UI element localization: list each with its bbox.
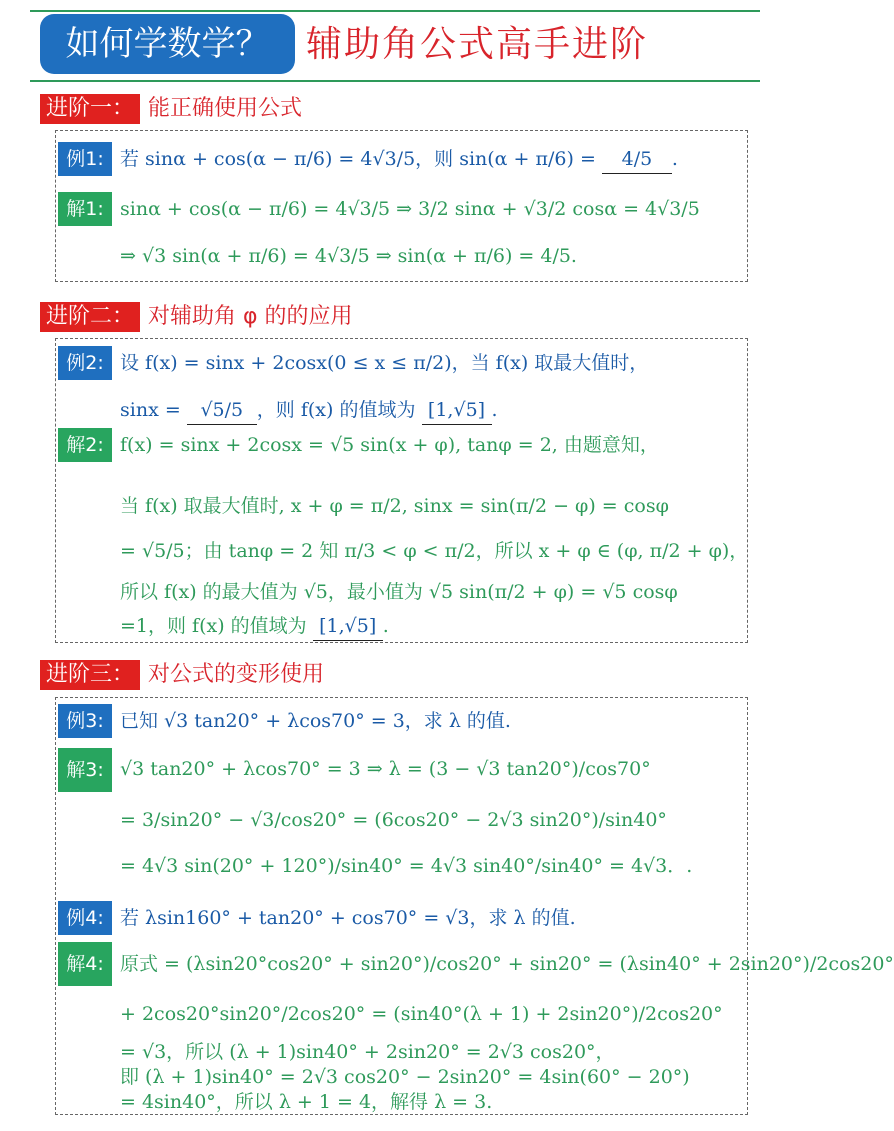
section-3-heading [40, 660, 324, 690]
solution-2-line-3: = √5/5；由 tanφ = 2 知 π/3 < φ < π/2，所以 x + φ ∈ (φ, π/2 + φ)， [120, 540, 749, 562]
solution-2-line-2: 当 f(x) 取最大值时, x + φ = π/2, sinx = sin(π/2 − φ) = cosφ [120, 495, 669, 517]
example-1-answer: 4/5 [602, 145, 672, 174]
solution-2-range-label: =1，则 f(x) 的值域为 [120, 615, 307, 637]
header-bottom-rule [30, 80, 760, 82]
solution-3-line-3: = 4√3 sin(20° + 120°)/sin40° = 4√3 sin40°/sin40° = 4√3．. [120, 855, 693, 877]
solution-2-line-4: 所以 f(x) 的最大值为 √5，最小值为 √5 sin(π/2 + φ) = √5 cosφ [120, 581, 678, 603]
example-2-question-line-2: sinx = √5/5 ，则 f(x) 的值域为 [1,√5] . [120, 396, 498, 425]
example-2-sinx-label: sinx = [120, 399, 181, 421]
example-4-tag: 例4: [58, 901, 112, 935]
section-2-title: 对辅助角 φ 的的应用 [148, 304, 353, 329]
solution-3-tag: 解3: [58, 748, 112, 792]
example-2-answer-2: [1,√5] [422, 396, 492, 425]
example-2-answer-1: √5/5 [187, 396, 257, 425]
section-1-heading [40, 94, 302, 124]
solution-4-line-4: 即 (λ + 1)sin40° = 2√3 cos20° − 2sin20° = 4sin(60° − 20°) [120, 1066, 690, 1088]
solution-2-line-5: =1，则 f(x) 的值域为 [1,√5] . [120, 612, 389, 641]
header-top-rule [30, 10, 760, 12]
solution-2-line-1: f(x) = sinx + 2cosx = √5 sin(x + φ), tanφ = 2, 由题意知， [120, 434, 659, 456]
page-title: 辅助角公式高手进阶 [306, 24, 649, 65]
solution-1-line-1: sinα + cos(α − π/6) = 4√3/5 ⇒ 3/2 sinα + √3/2 cosα = 4√3/5 [120, 198, 700, 220]
example-3-tag: 例3: [58, 704, 112, 738]
solution-4-tag: 解4: [58, 942, 112, 986]
solution-4-line-2: + 2cos20°sin20°/2cos20° = (sin40°(λ + 1) + 2sin20°)/2cos20° [120, 1003, 723, 1025]
section-3-title: 对公式的变形使用 [148, 662, 325, 687]
section-1-title: 能正确使用公式 [148, 96, 303, 121]
solution-1-line-2: ⇒ √3 sin(α + π/6) = 4√3/5 ⇒ sin(α + π/6) = 4/5. [120, 245, 577, 267]
section-1-tag: 进阶一： [40, 94, 140, 124]
example-1-question: 若 sinα + cos(α − π/6) = 4√3/5，则 sin(α + π/6) = 4/5 . [120, 145, 678, 174]
solution-4-line-5: = 4sin40°，所以 λ + 1 = 4，解得 λ = 3. [120, 1091, 493, 1113]
example-1-tag: 例1: [58, 142, 112, 176]
example-2-tag: 例2: [58, 346, 112, 380]
solution-2-tag: 解2: [58, 428, 112, 462]
section-3-tag: 进阶三： [40, 660, 140, 690]
solution-3-line-1: √3 tan20° + λcos70° = 3 ⇒ λ = (3 − √3 tan20°)/cos70° [120, 758, 651, 780]
section-2-tag: 进阶二： [40, 302, 140, 332]
example-1-question-text: 若 sinα + cos(α − π/6) = 4√3/5，则 sin(α + π/6) = [120, 148, 596, 170]
example-3-question: 已知 √3 tan20° + λcos70° = 3，求 λ 的值. [120, 710, 511, 732]
example-2-question-line-1: 设 f(x) = sinx + 2cosx(0 ≤ x ≤ π/2)，当 f(x) 取最大值时， [120, 352, 649, 374]
solution-4-line-3: = √3，所以 (λ + 1)sin40° + 2sin20° = 2√3 cos20°， [120, 1041, 615, 1063]
solution-4-line-1: 原式 = (λsin20°cos20° + sin20°)/cos20° + sin20° = (λsin40° + 2sin20°)/2cos20° [120, 953, 894, 975]
example-4-question: 若 λsin160° + tan20° + cos70° = √3，求 λ 的值. [120, 907, 576, 929]
title-badge: 如何学数学？ [40, 14, 295, 74]
solution-1-tag: 解1: [58, 192, 112, 226]
example-2-range-label: ，则 f(x) 的值域为 [256, 399, 416, 421]
solution-2-answer: [1,√5] [313, 612, 383, 641]
solution-3-line-2: = 3/sin20° − √3/cos20° = (6cos20° − 2√3 sin20°)/sin40° [120, 809, 667, 831]
section-2-heading [40, 302, 353, 332]
